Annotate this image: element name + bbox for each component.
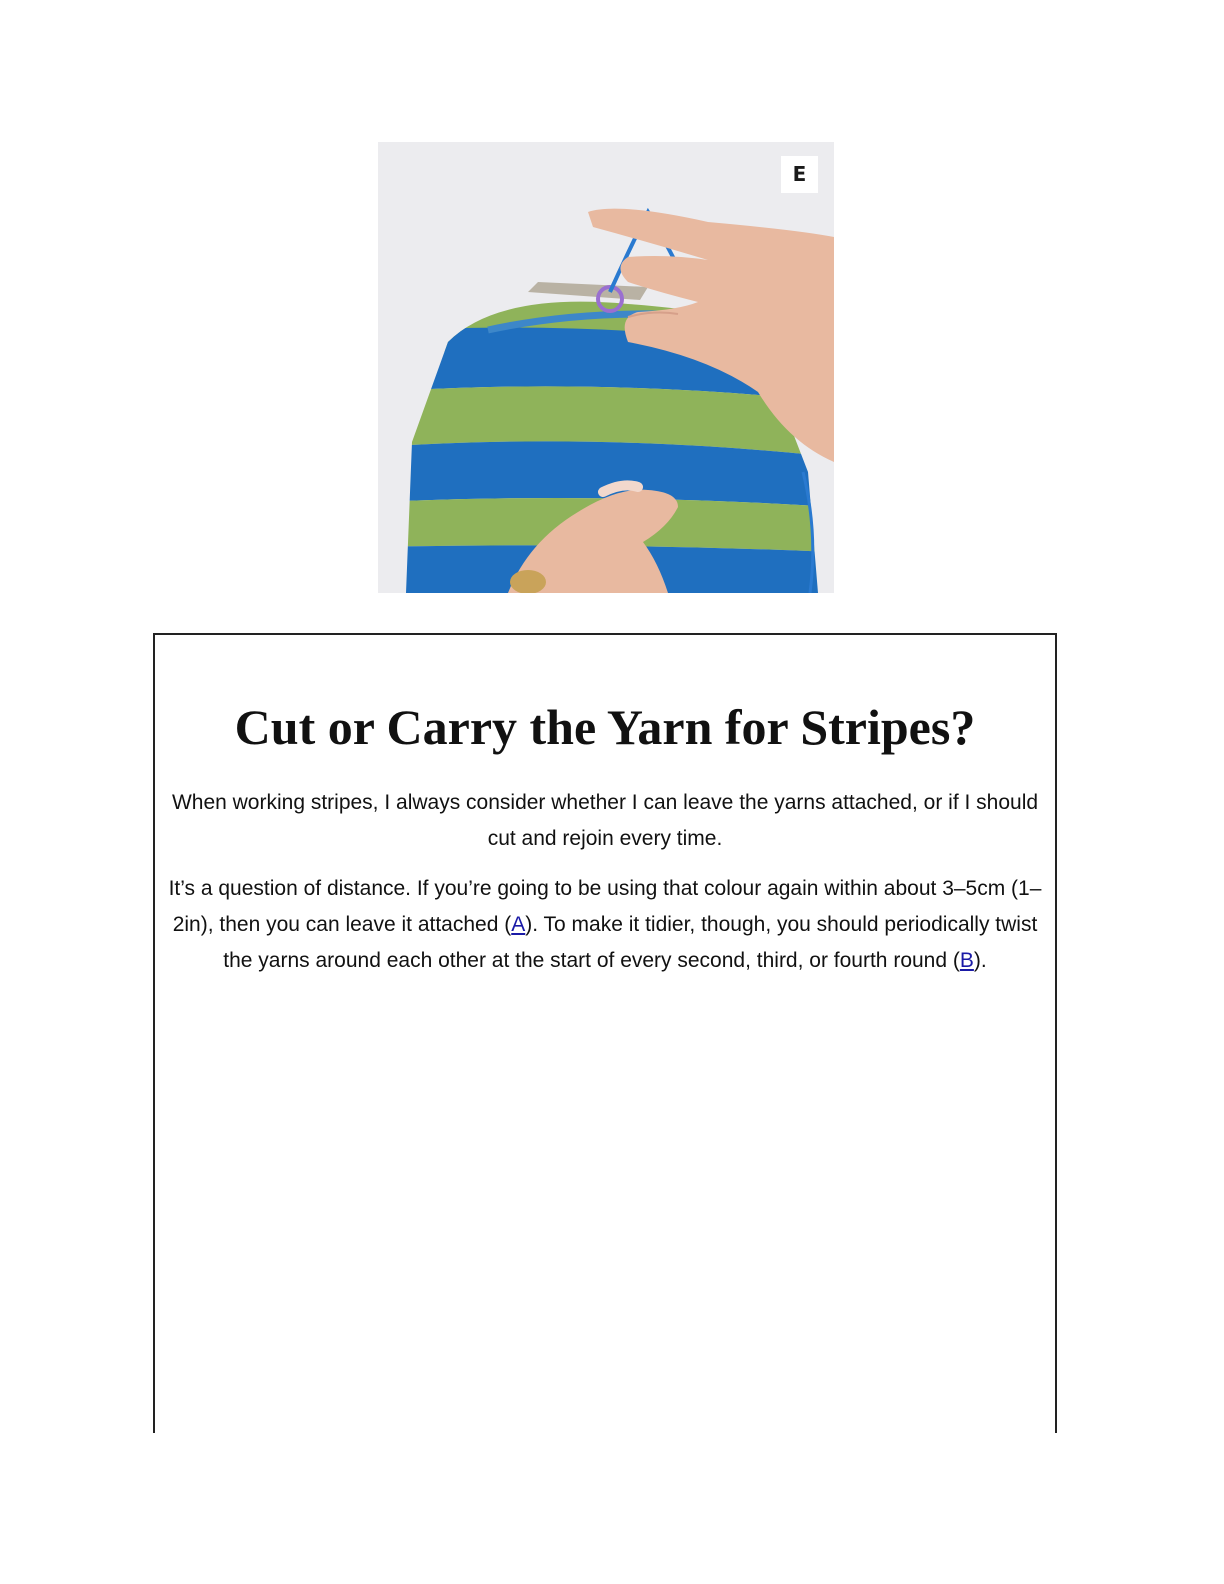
article-box [153, 633, 1057, 1433]
knitting-photo [378, 142, 834, 593]
step-badge: E [781, 156, 818, 193]
paragraph-intro: When working stripes, I always consider whether I can leave the yarns attached, or if I should cut and rejoin every time. [171, 791, 1039, 850]
figure-link-a[interactable]: A [511, 913, 526, 936]
paragraph-distance [155, 871, 1055, 979]
paragraph-text-3: ). [973, 949, 987, 972]
knitting-illustration [378, 142, 834, 593]
figure-link-b[interactable]: B [959, 949, 974, 972]
paragraph-text-2: ). To make it tidier, though, you should periodically twist the yarns around each other at the start of every second, third, or fourth round ( [223, 913, 1038, 972]
article-title: Cut or Carry the Yarn for Stripes? [234, 699, 976, 755]
paragraph-text-1: It’s a question of distance. If you’re going to be using that colour again within about 3–5cm (1–2in), then you can leave it attached ( [168, 877, 1042, 936]
